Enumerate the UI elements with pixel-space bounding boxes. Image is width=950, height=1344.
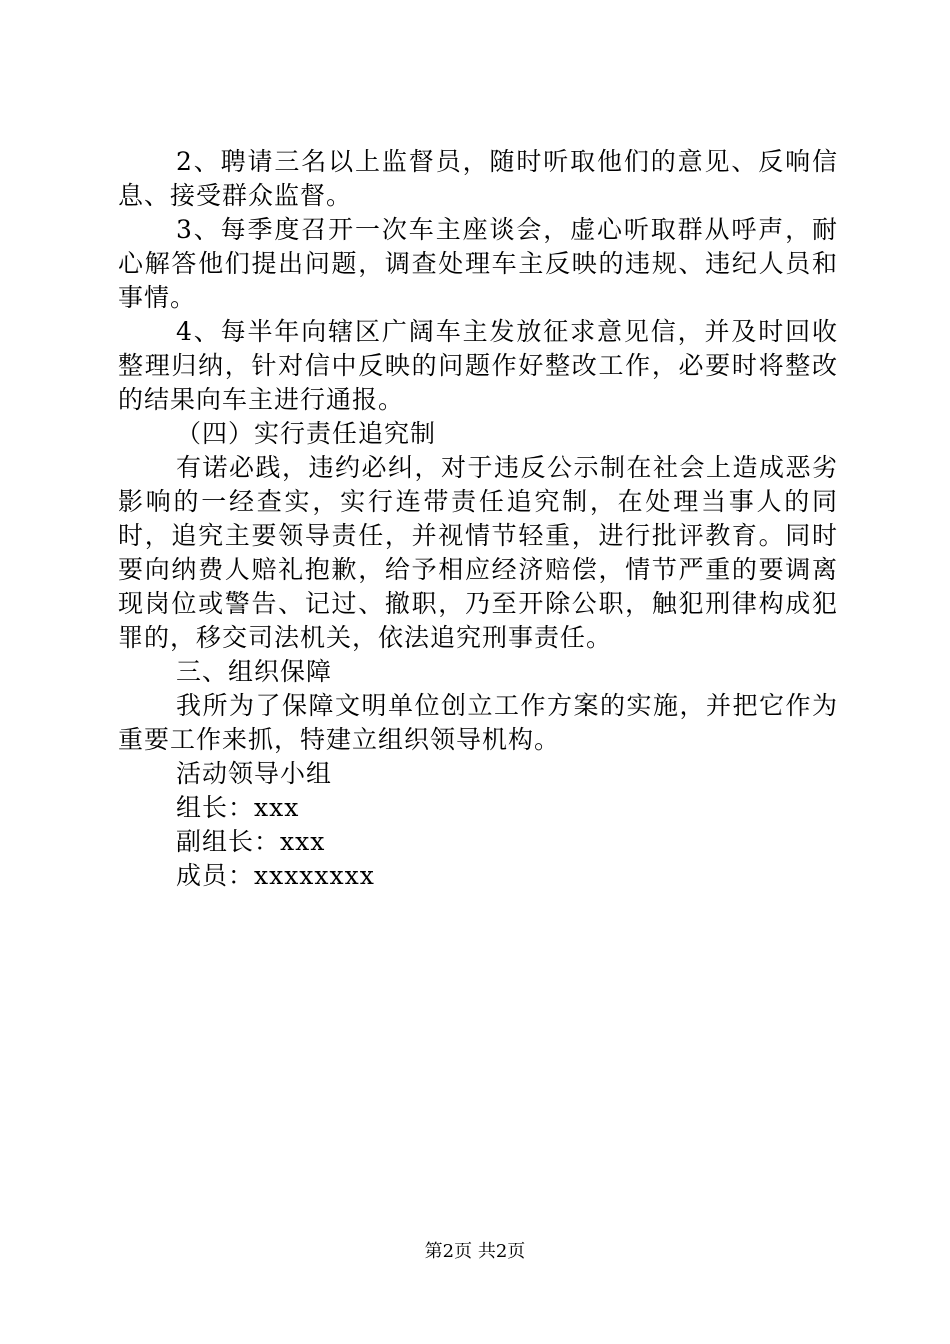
paragraph-quarterly-meeting: 3、每季度召开一次车主座谈会，虚心听取群从呼声，耐心解答他们提出问题，调查处理车主反映的违规、违纪人员和事情。 <box>118 215 838 312</box>
group-leader-line: 组长：xxx <box>176 793 300 822</box>
paragraph-opinion-letters: 4、每半年向辖区广阔车主发放征求意见信，并及时回收整理归纳，针对信中反映的问题作好整改工作，必要时将整改的结果向车主进行通报。 <box>118 317 838 414</box>
deputy-leader-line: 副组长：xxx <box>176 827 326 856</box>
paragraph-supervisors: 2、聘请三名以上监督员，随时听取他们的意见、反响信息、接受群众监督。 <box>118 147 838 210</box>
section-heading-accountability: （四）实行责任追究制 <box>176 419 437 448</box>
document-body <box>118 145 838 893</box>
leadership-group-title: 活动领导小组 <box>176 759 333 788</box>
members-line: 成员：xxxxxxxx <box>176 861 375 890</box>
page-footer: 第2页 共2页 <box>424 1241 526 1262</box>
paragraph-accountability: 有诺必践，违约必纠，对于违反公示制在社会上造成恶劣影响的一经查实，实行连带责任追究制，在处理当事人的同时，追究主要领导责任，并视情节轻重，进行批评教育。同时要向纳费人赔礼抱歉，给予相应经济赔偿，情节严重的要调离现岗位或警告、记过、撤职，乃至开除公职，触犯刑律构成犯罪的，移交司法机关，依法追究刑事责任。 <box>118 453 838 652</box>
paragraph-organization: 我所为了保障文明单位创立工作方案的实施，并把它作为重要工作来抓，特建立组织领导机构。 <box>118 691 838 754</box>
section-heading-organization: 三、组织保障 <box>176 657 333 686</box>
